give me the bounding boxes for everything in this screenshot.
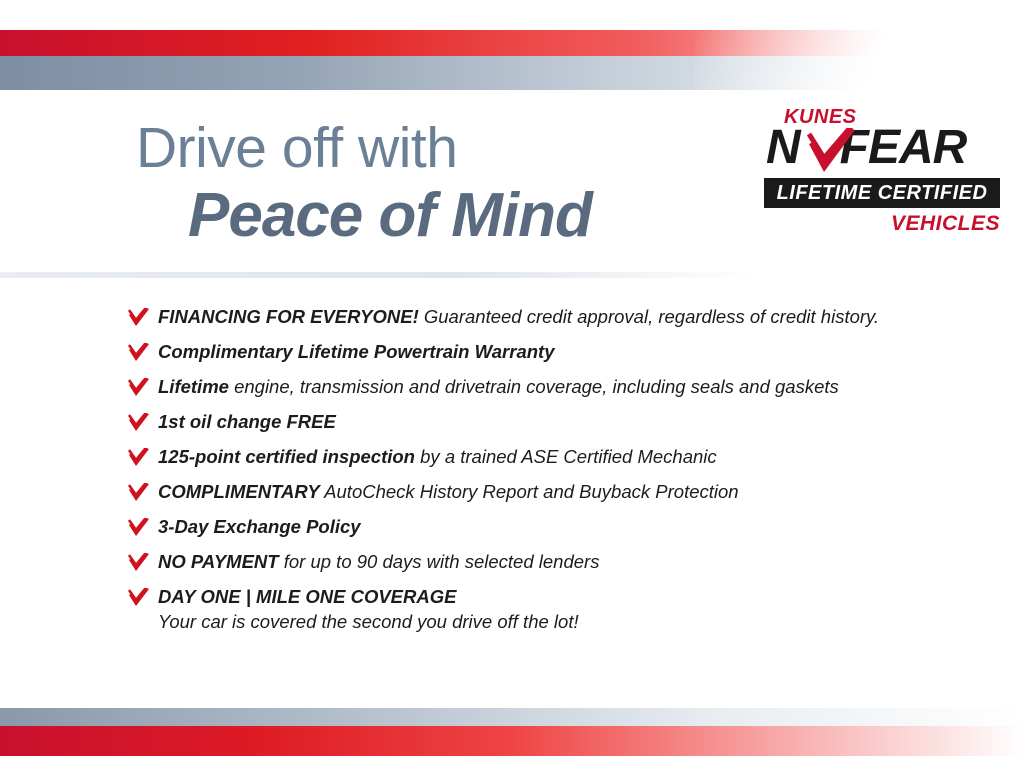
bottom-red-stripe <box>0 726 1024 756</box>
list-item-strong: 3-Day Exchange Policy <box>158 516 361 537</box>
list-item <box>128 411 958 433</box>
list-item-strong: FINANCING FOR EVERYONE! <box>158 306 419 327</box>
list-item <box>128 376 958 398</box>
logo-brand-text: KUNES <box>784 106 857 128</box>
top-white-fade <box>694 30 1024 92</box>
top-banner <box>0 0 1024 96</box>
list-item-strong: Complimentary Lifetime Powertrain Warranty <box>158 341 555 362</box>
check-mark-icon <box>128 448 150 468</box>
list-item-text <box>158 446 717 467</box>
list-item-text <box>158 551 599 572</box>
list-item <box>128 306 958 328</box>
list-item-rest: by a trained ASE Certified Mechanic <box>415 446 717 467</box>
logo-certified-bar: LIFETIME CERTIFIED <box>764 178 1000 208</box>
list-item-text <box>158 306 879 327</box>
list-item <box>128 341 958 363</box>
check-mark-icon <box>128 308 150 328</box>
logo-fear-letters: FEAR <box>839 121 967 174</box>
headline-line-2: Peace of Mind <box>188 181 592 250</box>
list-item-rest: Guaranteed credit approval, regardless of credit history. <box>418 306 880 327</box>
check-mark-icon <box>806 128 858 176</box>
list-item-text <box>158 481 739 502</box>
check-mark-icon <box>128 343 150 363</box>
list-item-strong: NO PAYMENT <box>158 551 279 572</box>
logo-vehicles-text: VEHICLES <box>890 212 1000 235</box>
list-item <box>128 481 958 503</box>
list-item-rest: for up to 90 days with selected lenders <box>278 551 600 572</box>
headline-block <box>136 116 756 250</box>
check-mark-icon <box>128 378 150 398</box>
list-item-text <box>158 376 839 397</box>
logo-n-letter: N <box>766 121 800 174</box>
list-item-strong: DAY ONE | MILE ONE COVERAGE <box>158 586 457 607</box>
list-item-text <box>158 516 361 537</box>
list-item <box>128 446 958 468</box>
check-mark-icon <box>128 518 150 538</box>
headline-line-1: Drive off with <box>136 116 458 180</box>
check-mark-icon <box>128 413 150 433</box>
list-item-strong: Lifetime <box>158 376 229 397</box>
bottom-banner <box>0 678 1024 768</box>
headline-divider <box>0 272 760 278</box>
list-item-subtext: Your car is covered the second you drive off the lot! <box>158 611 579 632</box>
list-item-strong: 125-point certified inspection <box>158 446 415 467</box>
list-item <box>128 516 958 538</box>
benefits-list <box>128 306 958 646</box>
list-item-rest: AutoCheck History Report and Buyback Protection <box>319 481 739 502</box>
list-item <box>128 551 958 573</box>
bottom-white-strip <box>0 756 1024 768</box>
list-item-strong: 1st oil change FREE <box>158 411 336 432</box>
list-item-text <box>158 341 554 362</box>
check-mark-icon <box>128 483 150 503</box>
logo-nofear-text <box>766 121 967 174</box>
list-item <box>128 586 958 633</box>
kunes-no-fear-logo <box>756 106 1006 251</box>
list-item-text <box>158 586 456 607</box>
list-item-strong: COMPLIMENTARY <box>158 481 320 502</box>
check-mark-icon <box>128 553 150 573</box>
bottom-gray-stripe <box>0 708 1024 726</box>
list-item-text <box>158 411 336 432</box>
list-item-rest: engine, transmission and drivetrain coverage, including seals and gaskets <box>228 376 839 397</box>
check-mark-icon <box>128 588 150 608</box>
